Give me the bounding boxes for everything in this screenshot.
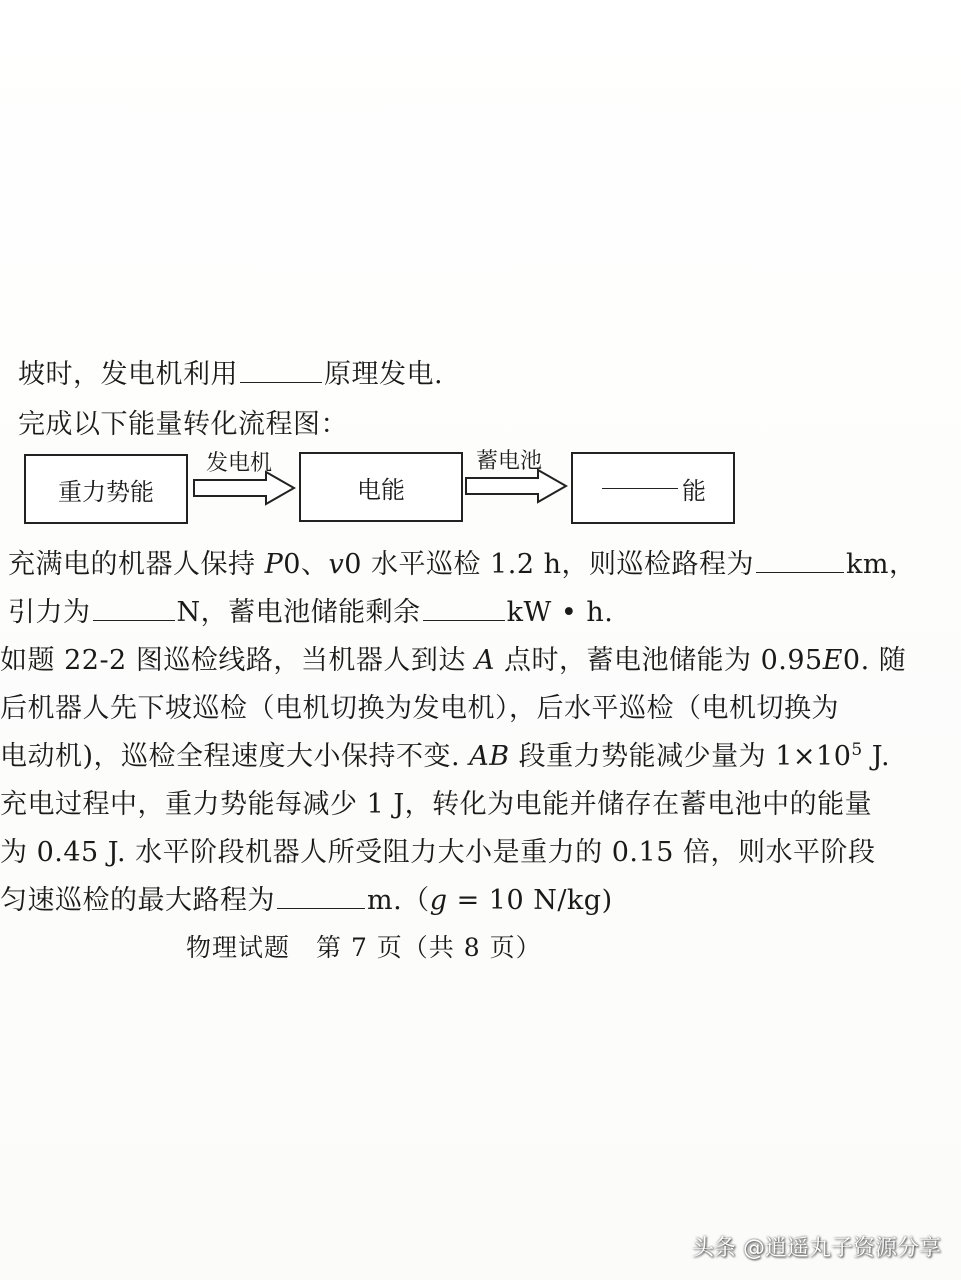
answer-blank: [423, 620, 505, 621]
text-segment: 引力为: [8, 597, 91, 628]
watermark: 头条 @逍遥丸子资源分享: [692, 1236, 941, 1261]
text-segment: 点时，蓄电池储能为 0.95: [494, 645, 823, 676]
flow-box-unknown-energy: [571, 452, 735, 524]
symbol-P: P: [264, 549, 284, 580]
arrow-label-generator: 发电机: [206, 451, 273, 476]
symbol-v: v: [328, 549, 345, 580]
question-line-3: [8, 542, 916, 581]
question-line-4: [8, 590, 613, 629]
text-segment: 0. 随: [842, 645, 907, 676]
text-segment: kW • h.: [506, 597, 614, 628]
symbol-A: A: [474, 645, 495, 676]
text-segment: 0 水平巡检 1.2 h，则巡检路程为: [344, 549, 754, 580]
arrow-label-battery: 蓄电池: [476, 449, 543, 474]
answer-blank: [277, 908, 365, 909]
text-segment: 如题 22-2 图巡检线路，当机器人到达: [0, 645, 475, 676]
arrow-icon: [464, 468, 568, 504]
text-segment: N，蓄电池储能剩余: [176, 597, 421, 628]
symbol-AB: AB: [469, 741, 510, 772]
question-line-8: [0, 782, 872, 821]
text-segment: km，: [845, 549, 917, 580]
flow-box-label: 重力势能: [58, 477, 154, 506]
text-segment: 坡时，发电机利用: [18, 359, 238, 390]
answer-blank: [756, 572, 844, 573]
text-segment: 段重力势能减少量为 1×10: [509, 741, 852, 772]
flow-box-label: 电能: [357, 475, 405, 504]
flow-box-label: 能: [682, 476, 706, 505]
text-segment: 后机器人先下坡巡检（电机切换为发电机），后水平巡检（电机切换为: [0, 693, 839, 724]
text-segment: 完成以下能量转化流程图：: [18, 409, 348, 440]
arrow-icon: [192, 470, 296, 506]
text-segment: 0、: [283, 549, 329, 580]
symbol-E: E: [822, 645, 843, 676]
text-segment: = 10 N/kg): [447, 885, 613, 916]
answer-blank: [602, 488, 678, 489]
text-segment: 为 0.45 J. 水平阶段机器人所受阻力大小是重力的 0.15 倍，则水平阶段: [0, 837, 876, 868]
text-segment: 充满电的机器人保持: [8, 549, 265, 580]
question-line-10: [0, 878, 613, 917]
page-footer: 物理试题 第 7 页（共 8 页）: [186, 933, 542, 962]
question-line-2: [18, 402, 348, 441]
text-segment: 匀速巡检的最大路程为: [0, 885, 275, 916]
flow-box-gravitational-energy: [24, 454, 188, 524]
text-segment: 电动机)，巡检全程速度大小保持不变.: [0, 741, 470, 772]
answer-blank: [93, 620, 175, 621]
text-segment: m.（: [367, 885, 430, 916]
question-line-1: [18, 352, 443, 391]
text-segment: J.: [862, 741, 891, 772]
flow-box-electric-energy: [299, 452, 463, 522]
answer-blank: [240, 382, 322, 383]
exponent: 5: [851, 740, 863, 760]
symbol-g: g: [429, 885, 448, 916]
question-line-6: [0, 686, 839, 725]
question-line-5: [0, 638, 906, 677]
text-segment: 原理发电.: [324, 359, 444, 390]
question-line-7: [0, 734, 890, 773]
text-segment: 充电过程中，重力势能每减少 1 J，转化为电能并储存在蓄电池中的能量: [0, 789, 873, 820]
question-line-9: [0, 830, 875, 869]
